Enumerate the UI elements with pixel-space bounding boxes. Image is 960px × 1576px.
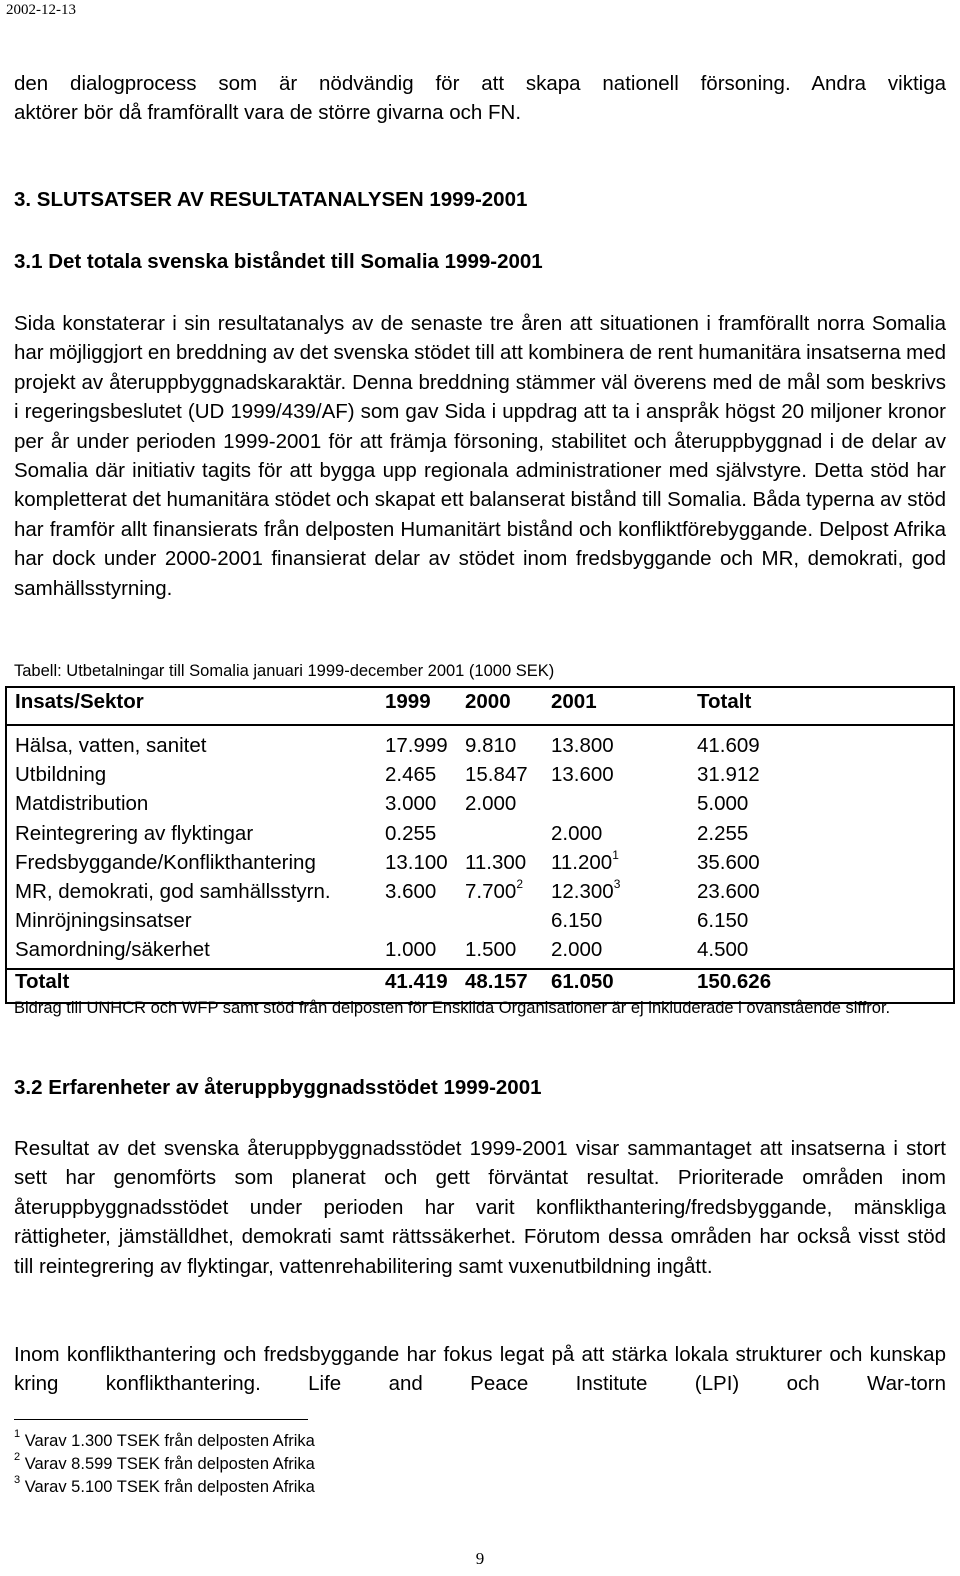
total-2001: 61.050	[551, 969, 614, 993]
cell-total: 2.255	[697, 821, 749, 845]
intro-line-1: den dialogprocess som är nödvändig för att skapa nationell försoning. Andra viktiga	[14, 72, 946, 95]
disbursement-table	[5, 686, 955, 1004]
cell-1999: 3.600	[385, 879, 437, 903]
section-3-1-paragraph: Sida konstaterar i sin resultatanalys av de senaste tre åren att situationen i framförallt norra Somalia har möjliggjort en breddning av det svenska stödet till att kombinera de rent humanitära insatserna med projekt av återuppbyggnadskaraktär. Denna breddning stämmer väl överens med de mål som beskrivs i regeringsbeslutet (UD 1999/439/AF) som gav Sida i uppdrag att ta i anspråk högst 20 miljoner kronor per år under perioden 1999-2001 för att främja försoning, stabilitet och återuppbyggnad i de delar av Somalia där initiativ tagits för att bygga upp regionala administrationer med självstyre. Detta stöd har kompletterat det humanitära stödet och skapat ett balanserat bistånd till Somalia. Båda typerna av stöd har framför allt finansierats från delposten Humanitärt bistånd och konfliktförebyggande. Delpost Afrika har dock under 2000-2001 finansierat delar av stödet inom fredsbyggande och MR, demokrati, god samhällsstyrning.	[14, 312, 946, 600]
intro-paragraph	[14, 69, 946, 128]
header-2001: 2001	[551, 690, 597, 713]
cell-sector: MR, demokrati, god samhällsstyrn.	[15, 879, 331, 903]
cell-2000: 1.500	[465, 938, 517, 962]
footnote-ref-2: 2	[516, 877, 523, 892]
cell-2001: 13.600	[551, 763, 614, 787]
cell-sector: Samordning/säkerhet	[15, 938, 210, 962]
footnote-1	[14, 1427, 315, 1453]
header-total: Totalt	[697, 690, 752, 713]
cell-2001: 13.800	[551, 734, 614, 757]
table-row	[6, 792, 954, 821]
header-date: 2002-12-13	[6, 2, 76, 18]
cell-2001: 6.150	[551, 909, 603, 933]
cell-total: 4.500	[697, 938, 749, 962]
cell-total: 41.609	[697, 734, 760, 757]
table-row	[6, 725, 954, 763]
total-sum: 150.626	[697, 969, 772, 993]
section-3-heading: 3. SLUTSATSER AV RESULTATANALYSEN 1999-2001	[14, 188, 528, 211]
cell-total: 5.000	[697, 792, 749, 816]
table-row	[6, 763, 954, 792]
footnote-mark: 2	[14, 1450, 21, 1463]
cell-1999	[385, 909, 465, 938]
cell-2001	[551, 847, 697, 880]
table-row	[6, 851, 954, 880]
cell-sector: Utbildning	[15, 763, 107, 787]
table-row	[6, 822, 954, 851]
section-3-1-heading: 3.1 Det totala svenska biståndet till Somalia 1999-2001	[14, 250, 543, 273]
footnote-3	[14, 1473, 315, 1499]
cell-1999: 17.999	[385, 734, 448, 757]
header-1999: 1999	[385, 690, 431, 713]
cell-2000: 11.300	[465, 850, 527, 874]
cell-2000: 2.000	[465, 792, 517, 816]
table-row	[6, 909, 954, 938]
footnote-text: Varav 8.599 TSEK från delposten Afrika	[24, 1455, 315, 1473]
table-row	[6, 938, 954, 968]
footnote-text: Varav 1.300 TSEK från delposten Afrika	[24, 1432, 315, 1450]
cell-1999: 2.465	[385, 763, 437, 787]
cell-2001: 2.000	[551, 938, 603, 962]
header-2000: 2000	[465, 690, 511, 713]
cell-1999: 0.255	[385, 821, 437, 845]
table-note: Bidrag till UNHCR och WFP samt stöd från delposten för Enskilda Organisationer är ej inkluderade i ovanstående siffror.	[14, 999, 891, 1017]
cell-sector: Matdistribution	[15, 792, 149, 816]
total-1999: 41.419	[385, 969, 448, 993]
cell-sector: Hälsa, vatten, sanitet	[15, 734, 207, 757]
section-3-2-paragraph-1: Resultat av det svenska återuppbyggnadsstödet 1999-2001 visar sammantaget att insatserna i stort sett har genomförts som planerat och gett förväntat resultat. Prioriterade områden inom återuppbyggnadsstödet under perioden har varit konflikthantering/fredsbyggande, mänskliga rättigheter, jämställdhet, demokrati samt rättssäkerhet. Förutom dessa områden har också visst stöd till reintegrering av flyktingar, vattenrehabilitering samt vuxenutbildning ingått.	[14, 1137, 946, 1278]
cell-total: 6.150	[697, 909, 749, 933]
cell-2001-value: 12.300	[551, 879, 614, 903]
section-3-2-paragraph-2: Inom konflikthantering och fredsbyggande har fokus legat på att stärka lokala strukturer och kunskap kring konflikthantering. Life and Peace Institute (LPI) och War-torn	[14, 1343, 946, 1396]
footnote-mark: 3	[14, 1473, 21, 1486]
cell-2000: 9.810	[465, 734, 517, 757]
cell-2000	[465, 877, 551, 909]
footnote-ref-3: 3	[613, 877, 621, 892]
cell-sector: Minröjningsinsatser	[15, 909, 192, 933]
cell-2000	[465, 822, 551, 851]
footnote-2	[14, 1450, 315, 1476]
footnote-mark: 1	[14, 1427, 21, 1440]
header-sector: Insats/Sektor	[15, 690, 144, 713]
section-3-2-heading: 3.2 Erfarenheter av återuppbyggnadsstödet 1999-2001	[14, 1076, 542, 1099]
cell-2001: 2.000	[551, 821, 603, 845]
table-caption: Tabell: Utbetalningar till Somalia januari 1999-december 2001 (1000 SEK)	[14, 662, 555, 680]
footnote-text: Varav 5.100 TSEK från delposten Afrika	[24, 1478, 315, 1496]
cell-total: 35.600	[697, 850, 760, 874]
cell-2000	[465, 909, 551, 938]
table-row	[6, 880, 954, 909]
cell-2001-value: 11.200	[551, 850, 613, 874]
cell-2001	[551, 792, 697, 821]
cell-1999: 1.000	[385, 938, 437, 962]
cell-sector: Fredsbyggande/Konflikthantering	[15, 850, 316, 874]
cell-2000: 15.847	[465, 763, 528, 787]
cell-2001	[551, 877, 697, 909]
cell-total: 23.600	[697, 879, 760, 903]
cell-1999: 13.100	[385, 850, 448, 874]
total-2000: 48.157	[465, 969, 528, 993]
page-number: 9	[475, 1549, 485, 1568]
cell-1999: 3.000	[385, 792, 437, 816]
footnote-divider	[14, 1419, 308, 1420]
total-label: Totalt	[15, 969, 70, 993]
table-header-row	[6, 687, 954, 725]
intro-line-2: aktörer bör då framförallt vara de större givarna och FN.	[14, 101, 522, 125]
footnote-ref-1: 1	[612, 847, 619, 862]
cell-total: 31.912	[697, 763, 760, 787]
cell-2000-value: 7.700	[465, 879, 517, 903]
cell-sector: Reintegrering av flyktingar	[15, 821, 254, 845]
